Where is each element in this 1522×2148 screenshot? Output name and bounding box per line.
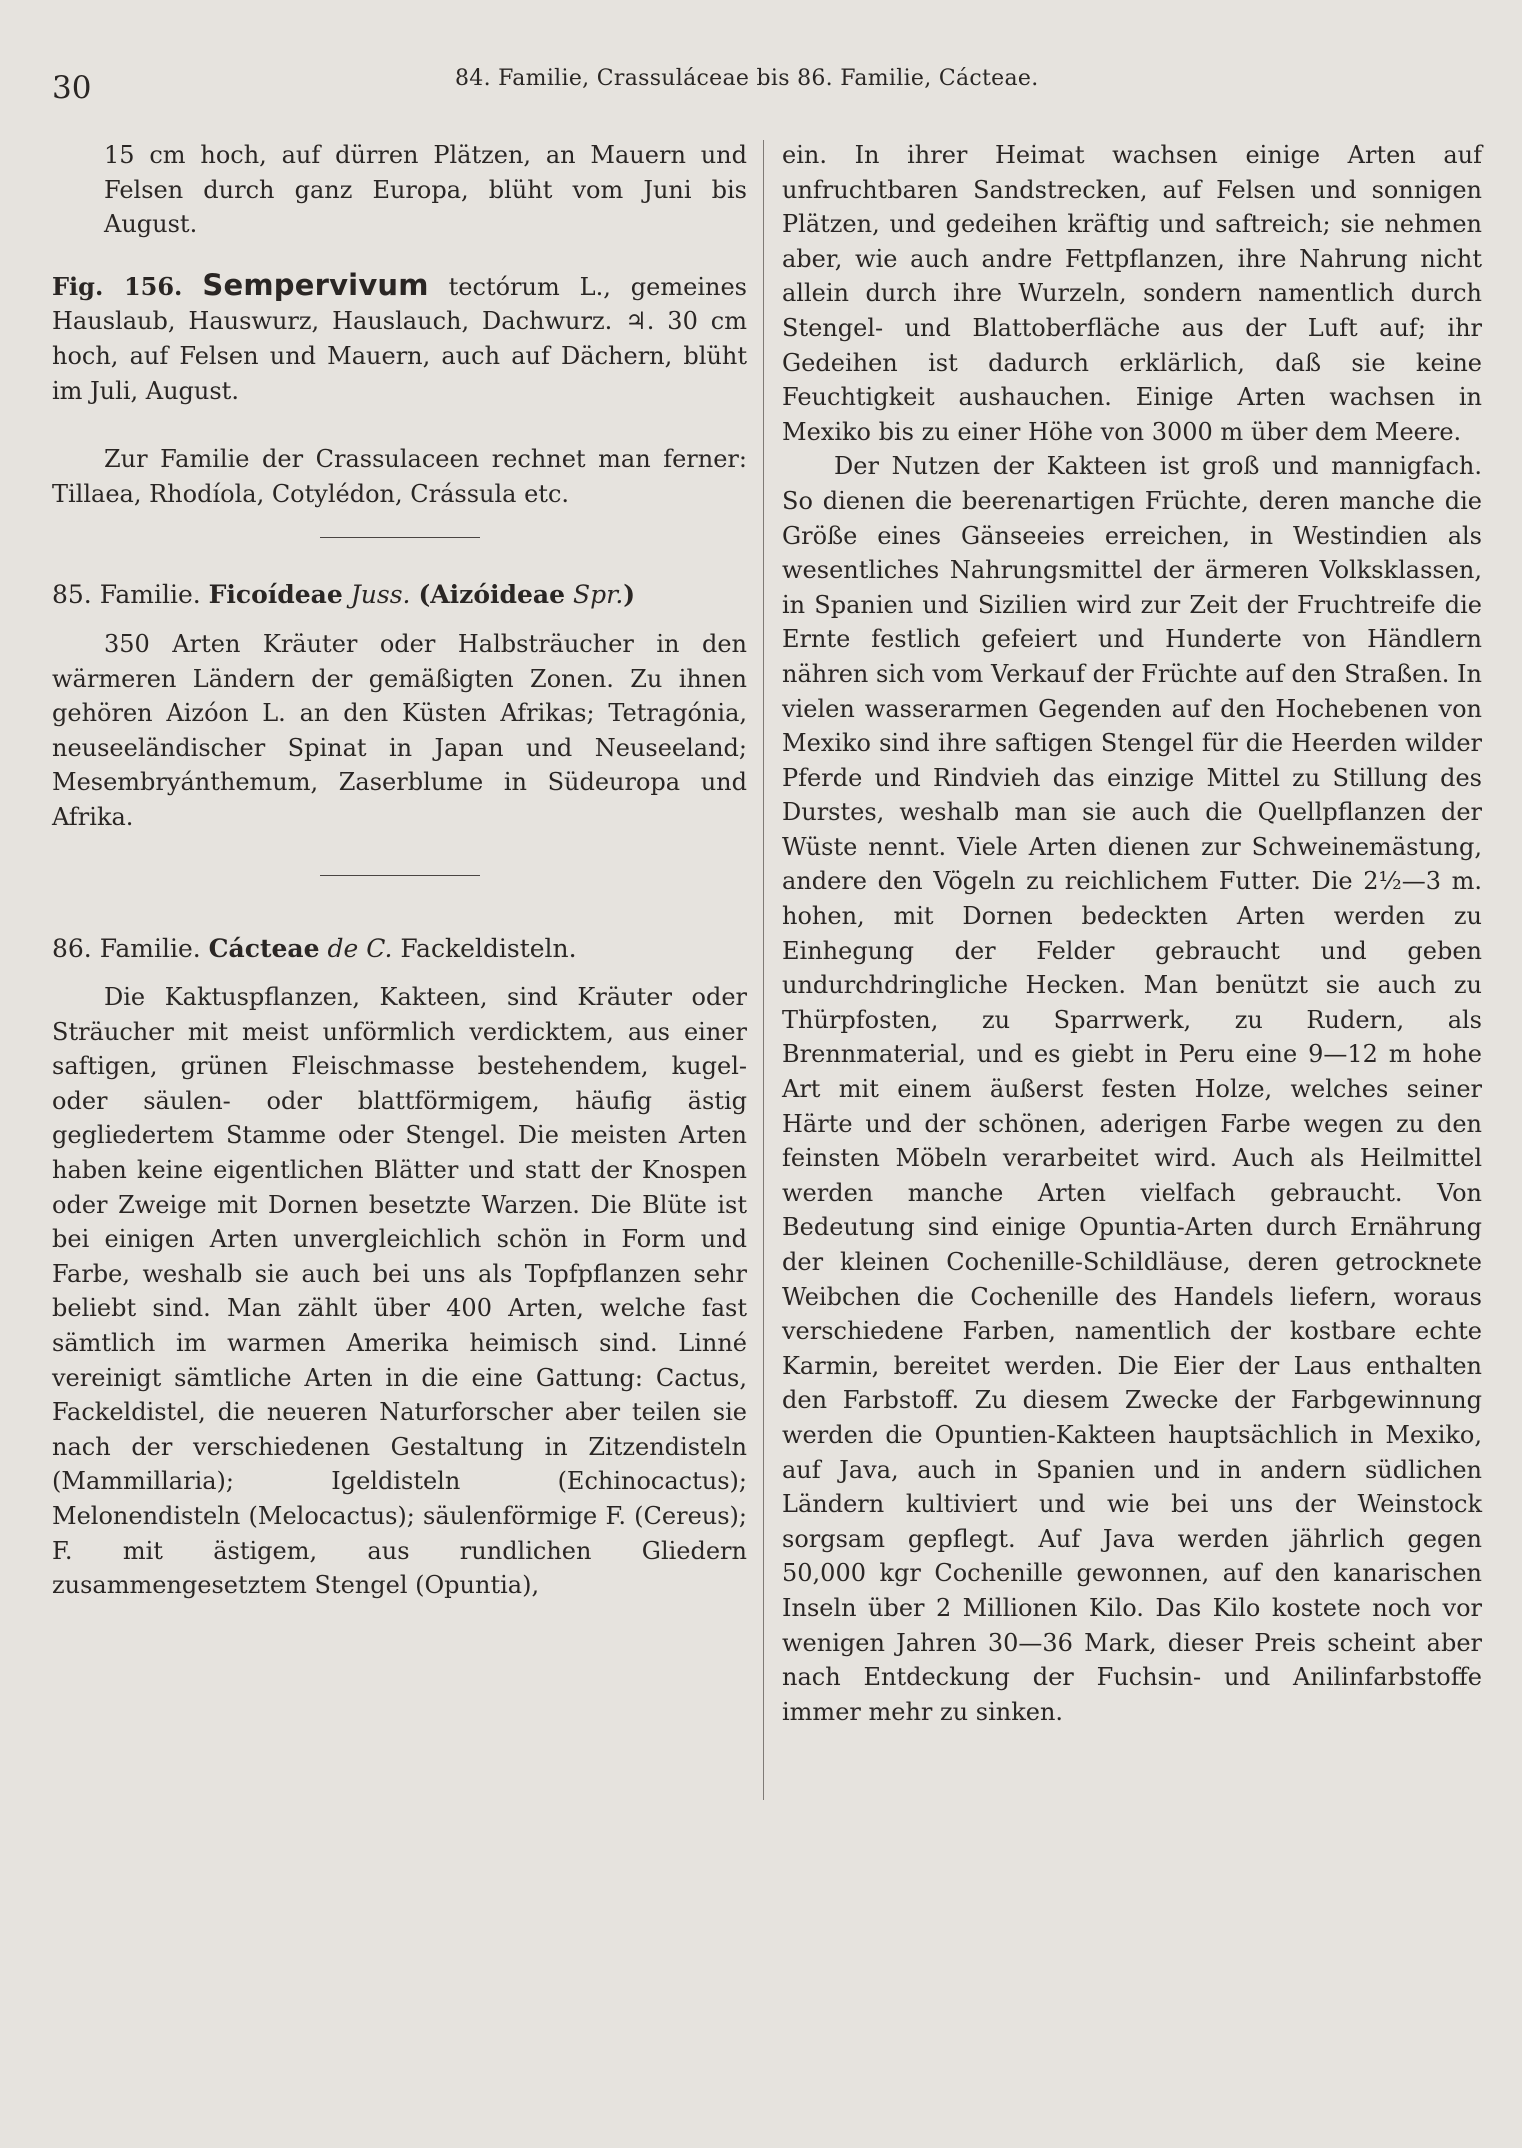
family-alt-close: ) bbox=[623, 580, 636, 610]
fig-label: Fig. 156. bbox=[52, 271, 183, 301]
cacteae-habitat-paragraph: ein. In ihrer Heimat wachsen einige Arten auf unfruchtbaren Sandstrecken, auf Felsen und sonnigen Plätzen, und gedeihen kräftig und saftreich; sie nehmen aber, wie auch andre Fettpflanzen, ihre Nahrung nicht allein durch ihre Wurzeln, sondern namentlich durch Stengel- und Blattoberfläche aus der Luft auf; ihr Gedeihen ist dadurch erklärlich, daß sie keine Feuchtigkeit aushauchen. Einige Arten wachsen in Mexiko bis zu einer Höhe von 3000 m über dem Meere. bbox=[782, 141, 1482, 446]
fig-156-entry bbox=[52, 268, 747, 408]
family-86-text: Die Kaktuspflanzen, Kakteen, sind Kräuter oder Sträucher mit meist unförmlich verdicktem, aus einer saftigen, grünen Fleischmasse bestehendem, kugel- oder säulen- oder blattförmigem, häufig ästig gegliedertem Stamme oder Stengel. Die meisten Arten haben keine eigentlichen Blätter und statt der Knospen oder Zweige mit Dornen besetzte Warzen. Die Blüte ist bei einigen Arten unvergleichlich schön in Form und Farbe, weshalb sie auch bei uns als Topfpflanzen sehr beliebt sind. Man zählt über 400 Arten, welche fast sämtlich im warmen Amerika heimisch sind. Linné vereinigt sämtliche Arten in die eine Gattung: Cactus, Fackeldistel, die neueren Naturforscher aber teilen sie nach der verschiedenen Gestaltung in Zitzendisteln (Mammillaria); Igeldisteln (Echinocactus); Melonendisteln (Melocactus); säulenförmige F. (Cereus); F. mit ästigem, aus rundlichen Gliedern zusammengesetztem Stengel (Opuntia), bbox=[52, 983, 747, 1600]
right-column bbox=[782, 138, 1482, 1729]
spacer bbox=[52, 966, 747, 980]
genus-name: Sempervivum bbox=[202, 267, 429, 302]
section-rule bbox=[320, 537, 480, 538]
spacer bbox=[52, 613, 747, 627]
family-name: Cácteae bbox=[208, 933, 320, 963]
column-divider bbox=[763, 140, 764, 1800]
page-number: 30 bbox=[52, 70, 92, 106]
crassulaceen-note: Zur Familie der Crassulaceen rechnet man ferner: Tillaea, Rhodíola, Cotylédon, Crássula etc. bbox=[52, 445, 747, 508]
family-85-heading bbox=[52, 578, 747, 613]
running-head: 84. Familie, Crassuláceae bis 86. Familie, Cácteae. bbox=[455, 66, 1039, 91]
fig-156-text: tectórum L., gemeines Hauslaub, Hauswurz, Hauslauch, Dachwurz. ♃. 30 cm hoch, auf Felsen und Mauern, auch auf Dächern, blüht im Juli, August. bbox=[52, 272, 747, 405]
family-number: 85. Familie. bbox=[52, 580, 201, 610]
section-rule bbox=[320, 875, 480, 876]
left-column bbox=[52, 138, 747, 1603]
family-author: de C. bbox=[327, 933, 393, 963]
family-alt-name: (Aizóideae bbox=[418, 580, 566, 610]
crassulaceae-intro: 15 cm hoch, auf dürren Plätzen, an Mauern und Felsen durch ganz Europa, blüht vom Juni bis August. bbox=[104, 141, 747, 239]
spacer bbox=[52, 408, 747, 442]
family-name: Ficoídeae bbox=[208, 580, 343, 610]
family-86-heading bbox=[52, 932, 747, 967]
family-85-text: 350 Arten Kräuter oder Halbsträucher in den wärmeren Ländern der gemäßigten Zonen. Zu ihnen gehören Aizóon L. an den Küsten Afrikas; Tetragónia, neuseeländischer Spinat in Japan und Neuseeland; Mesembryánthemum, Zaserblume in Südeuropa und Afrika. bbox=[52, 629, 747, 831]
family-alt-author: Spr. bbox=[572, 580, 624, 610]
family-author: Juss. bbox=[350, 580, 411, 610]
cacteae-uses-paragraph: Der Nutzen der Kakteen ist groß und mannigfach. So dienen die beerenartigen Früchte, deren manche die Größe eines Gänseeies erreichen, in Westindien als wesentliches Nahrungsmittel der ärmeren Volksklassen, in Spanien und Sizilien wird zur Zeit der Fruchtreife die Ernte festlich gefeiert und Hunderte von Händlern nähren sich vom Verkauf der Früchte auf den Straßen. In vielen wasserarmen Gegenden auf den Hochebenen von Mexiko sind ihre saftigen Stengel für die Heerden wilder Pferde und Rindvieh das einzige Mittel zu Stillung des Durstes, weshalb man sie auch die Quellpflanzen der Wüste nennt. Viele Arten dienen zur Schweinemästung, andere den Vögeln zu reichlichem Futter. Die 2½—3 m. hohen, mit Dornen bedeckten Arten werden zu Einhegung der Felder gebraucht und geben undurchdringliche Hecken. Man benützt sie auch zu Thürpfosten, zu Sparrwerk, zu Rudern, als Brennmaterial, und es giebt in Peru eine 9—12 m hohe Art mit einem äußerst festen Holze, welches seiner Härte und der schönen, aderigen Farbe wegen zu den feinsten Möbeln verarbeitet wird. Auch als Heilmittel werden manche Arten vielfach gebraucht. Von Bedeutung sind einige Opuntia-Arten durch Ernährung der kleinen Cochenille-Schildläuse, deren getrocknete Weibchen die Cochenille des Handels liefern, woraus verschiedene Farben, namentlich der kostbare echte Karmin, bereitet werden. Die Eier der Laus enthalten den Farbstoff. Zu diesem Zwecke der Farbgewinnung werden die Opuntien-Kakteen hauptsächlich in Mexiko, auf Java, auch in Spanien und in andern südlichen Ländern kultiviert und wie bei uns der Weinstock sorgsam gepflegt. Auf Java werden jährlich gegen 50,000 kgr Cochenille gewonnen, auf den kanarischen Inseln über 2 Millionen Kilo. Das Kilo kostete noch vor wenigen Jahren 30—36 Mark, dieser Preis scheint aber nach Entdeckung der Fuchsin- und Anilinfarbstoffe immer mehr zu sinken. bbox=[782, 452, 1482, 1726]
family-common-name: Fackeldisteln. bbox=[400, 933, 577, 963]
family-number: 86. Familie. bbox=[52, 933, 201, 963]
